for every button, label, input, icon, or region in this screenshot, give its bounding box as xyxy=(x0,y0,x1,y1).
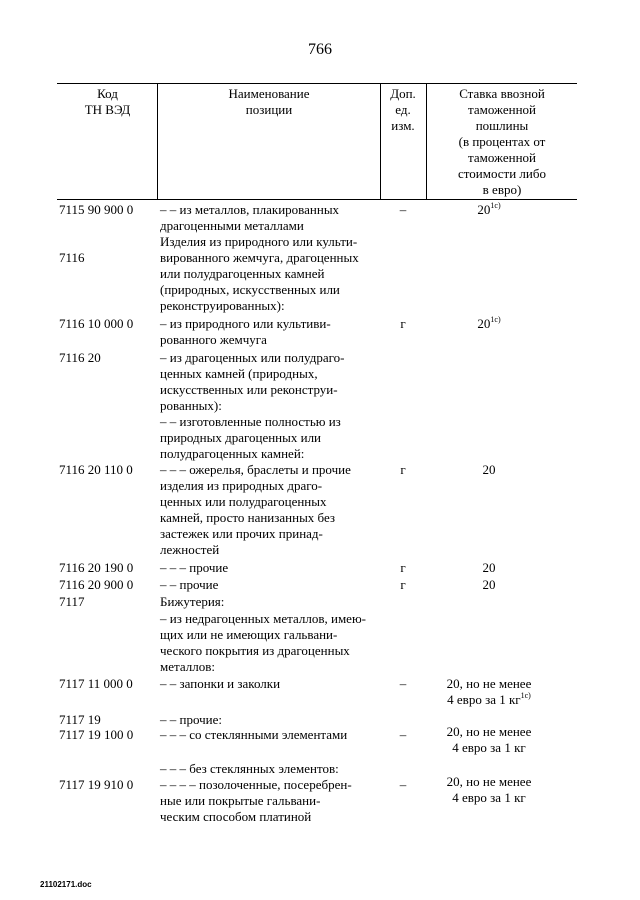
row-name: – – изготовленные полностью из природных драгоценных или полудрагоценных камней: xyxy=(160,414,341,461)
row-name: – из природного или культиви- рованного жемчуга xyxy=(160,316,331,347)
row-name: – – запонки и заколки xyxy=(160,676,281,691)
row-name: – – прочие xyxy=(160,577,219,592)
row-rate: 20, но не менее 4 евро за 1 кг xyxy=(446,774,532,805)
row-name: Изделия из природного или культи- вированного жемчуга, драгоценных или полудрагоценных камней (природных, искусственных или реконструированных): xyxy=(160,234,359,313)
row-unit: – xyxy=(399,202,407,217)
row-name: Бижутерия: xyxy=(160,594,225,609)
row-unit: – xyxy=(399,727,407,742)
column-divider-unit xyxy=(426,83,427,199)
row-rate: $20^{1с)}$ xyxy=(477,314,501,331)
row-name: – – – ожерелья, браслеты и прочие изделия из природных драго- ценных или полудрагоценных камней, просто нанизанных без застежек или прочих принад- лежностей xyxy=(160,462,351,557)
row-code: 7115 90 900 0 xyxy=(59,202,134,217)
header-rate: Ставка ввозной таможенной пошлины (в процентах от таможенной стоимости либо в евро) xyxy=(457,86,546,197)
row-code: 7117 19 910 0 xyxy=(59,777,134,792)
row-code: 7116 10 000 0 xyxy=(59,316,134,331)
row-name: – – – прочие xyxy=(160,560,229,575)
row-unit: г xyxy=(400,316,406,331)
row-unit: г xyxy=(400,462,406,477)
table-top-border xyxy=(57,83,577,84)
row-name: – из драгоценных или полудраго- ценных камней (природных, искусственных или реконструи- рованных): xyxy=(160,350,345,413)
document-filename: 21102171.doc xyxy=(40,880,92,889)
header-code: Код ТН ВЭД xyxy=(84,86,131,117)
row-name: – – – без стеклянных элементов: xyxy=(160,761,339,776)
column-divider-name xyxy=(380,83,381,199)
row-code: 7116 20 xyxy=(59,350,101,365)
row-rate: $20^{1с)}$ xyxy=(477,200,501,217)
row-name: – – прочие: xyxy=(160,712,222,727)
row-name: – – – – позолоченные, посеребрен- ные или покрытые гальвани- ческим способом платиной xyxy=(160,777,352,824)
row-code: 7116 20 190 0 xyxy=(59,560,134,575)
row-code: 7117 11 000 0 xyxy=(59,676,133,691)
row-name: – – – со стеклянными элементами xyxy=(160,727,348,742)
rate-footnote: 1с) xyxy=(520,690,531,700)
rate-footnote: 1с) xyxy=(490,314,501,324)
page-number: 766 xyxy=(308,41,332,58)
row-code: 7117 19 100 0 xyxy=(59,727,134,742)
row-unit: г xyxy=(400,577,406,592)
row-name: – – из металлов, плакированных драгоценными металлами xyxy=(160,202,340,233)
row-code: 7116 20 900 0 xyxy=(59,577,134,592)
rate-footnote: 1с) xyxy=(490,200,501,210)
row-unit: г xyxy=(400,560,406,575)
row-rate: 20 xyxy=(482,560,496,575)
row-code: 7116 20 110 0 xyxy=(59,462,133,477)
row-rate: 20 xyxy=(482,462,496,477)
row-rate: 20, но не менее 4 евро за 1 $кг^{1с)}$ xyxy=(446,676,532,707)
row-code: 7116 xyxy=(59,250,85,265)
row-code: 7117 xyxy=(59,594,85,609)
row-unit: – xyxy=(399,777,407,792)
table-header-border xyxy=(57,199,577,200)
column-divider-code xyxy=(157,83,158,199)
row-unit: – xyxy=(399,676,407,691)
header-name: Наименование позиции xyxy=(228,86,310,117)
row-rate: 20, но не менее 4 евро за 1 кг xyxy=(446,724,532,755)
header-unit: Доп. ед. изм. xyxy=(390,86,416,133)
row-code: 7117 19 xyxy=(59,712,101,727)
row-name: – из недрагоценных металлов, имею- щих или не имеющих гальвани- ческого покрытия из драгоценных металлов: xyxy=(160,611,366,674)
row-rate: 20 xyxy=(482,577,496,592)
